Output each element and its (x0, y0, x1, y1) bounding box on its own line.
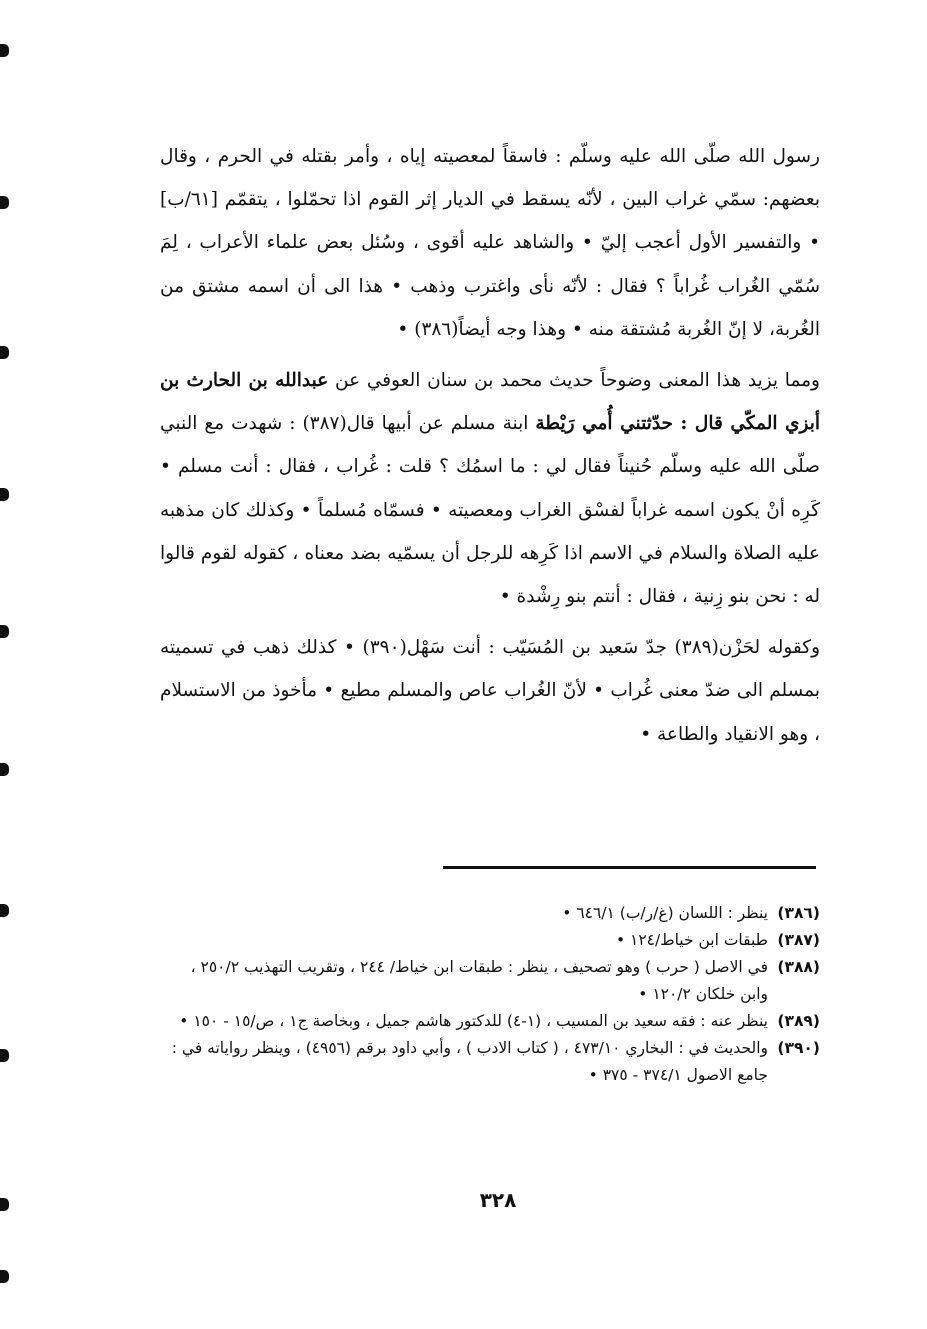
footnote-text: في الاصل ( حرب ) وهو تصحيف ، ينظر : طبقات ابن خياط/ ٢٤٤ ، وتقريب التهذيب ٢٥٠/٢ ، وابن خلكان ١٢٠/٢ • (190, 958, 768, 1003)
binding-mark (0, 625, 9, 638)
paragraph-bold-isnad: عبدالله بن الحارث بن أبزي المكّي قال : حدّثتني أُمي رَيْطة (160, 370, 820, 435)
binding-mark (0, 763, 9, 776)
paragraph-lead: ومما يزيد هذا المعنى وضوحاً حديث محمد بن سنان العوفي عن (334, 370, 820, 392)
footnote (160, 954, 820, 1008)
binding-mark (0, 1198, 9, 1211)
footnote (160, 1008, 820, 1035)
binding-mark (0, 346, 9, 359)
paragraph (160, 135, 820, 351)
footnote-number: (٣٩٠) (777, 1039, 820, 1057)
footnote-text: والحديث في : البخاري ٤٧٣/١٠ ، ( كتاب الادب ) ، وأبي داود برقم (٤٩٥٦) ، وينظر رواياته في : جامع الاصول ٣٧٤/١ - ٣٧٥ • (171, 1039, 768, 1084)
paragraph (160, 626, 820, 756)
footnote-text: ينظر : اللسان (غ/ر/ب) ٦٤٦/١ • (562, 904, 768, 922)
footnote (160, 1035, 820, 1089)
main-text (160, 135, 820, 756)
binding-mark (0, 196, 9, 209)
paragraph-text: ابنة مسلم عن أبيها قال(٣٨٧) : شهدت مع النبي صلّى الله عليه وسلّم حُنيناً فقال لي : ما اسمُك ؟ قلت : غُراب ، فقال : أنت مسلم • كَرِه أنْ يكون اسمه غراباً لفسْق الغراب ومعصيته • فسمّاه مُسلماً • وكذلك كان مذهبه عليه الصلاة والسلام في الاسم اذا كَرِهه للرجل أن يسمّيه بضد معناه ، كقوله لقوم قالوا له : نحن بنو زِنية ، فقال : أنتم بنو رِشْدة • (160, 413, 820, 608)
footnote-number: (٣٨٦) (777, 904, 820, 922)
binding-mark (0, 44, 9, 57)
page-number: ٣٢٨ (479, 1188, 517, 1212)
footnote-number: (٣٨٧) (777, 931, 820, 949)
paragraph (160, 359, 820, 618)
footnote-separator (443, 866, 816, 869)
paragraph-text: رسول الله صلّى الله عليه وسلّم : فاسقاً لمعصيته إياه ، وأمر بقتله في الحرم ، وقال بعضهم: سمّي غراب البين ، لأنّه يسقط في الديار إثر القوم اذا تحمّلوا ، يتقمّم [٦١/ب] • والتفسير الأول أعجب إليّ • والشاهد عليه أقوى ، وسُئل بعض علماء الأعراب ، لِمَ سُمّي الغُراب غُراباً ؟ فقال : لأنّه نأى واغترب وذهب • هذا الى أن اسمه مشتق من الغُربة، لا إنّ الغُربة مُشتقة منه • وهذا وجه أيضاً(٣٨٦) • (160, 146, 820, 340)
footnote-number: (٣٨٨) (777, 958, 820, 976)
footnote (160, 927, 820, 954)
footnote-number: (٣٨٩) (777, 1012, 820, 1030)
binding-mark (0, 1049, 9, 1062)
footnote-text: طبقات ابن خياط/١٢٤ • (615, 931, 768, 949)
footnotes (160, 900, 820, 1089)
binding-mark (0, 488, 9, 501)
binding-mark (0, 1270, 9, 1283)
binding-mark (0, 904, 9, 917)
footnote-text: ينظر عنه : فقه سعيد بن المسيب ، (١-٤) للدكتور هاشم جميل ، وبخاصة ج١ ، ص/١٥ - ١٥٠ • (179, 1012, 768, 1030)
paragraph-text: وكقوله لحَزْن(٣٨٩) جدّ سَعيد بن المُسَيّب : أنت سَهْل(٣٩٠) • كذلك ذهب في تسميته بمسلم الى ضدّ معنى غُراب • لأنّ الغُراب عاص والمسلم مطيع • مأخوذ من الاستسلام ، وهو الانقياد والطاعة • (160, 637, 820, 745)
footnote (160, 900, 820, 927)
